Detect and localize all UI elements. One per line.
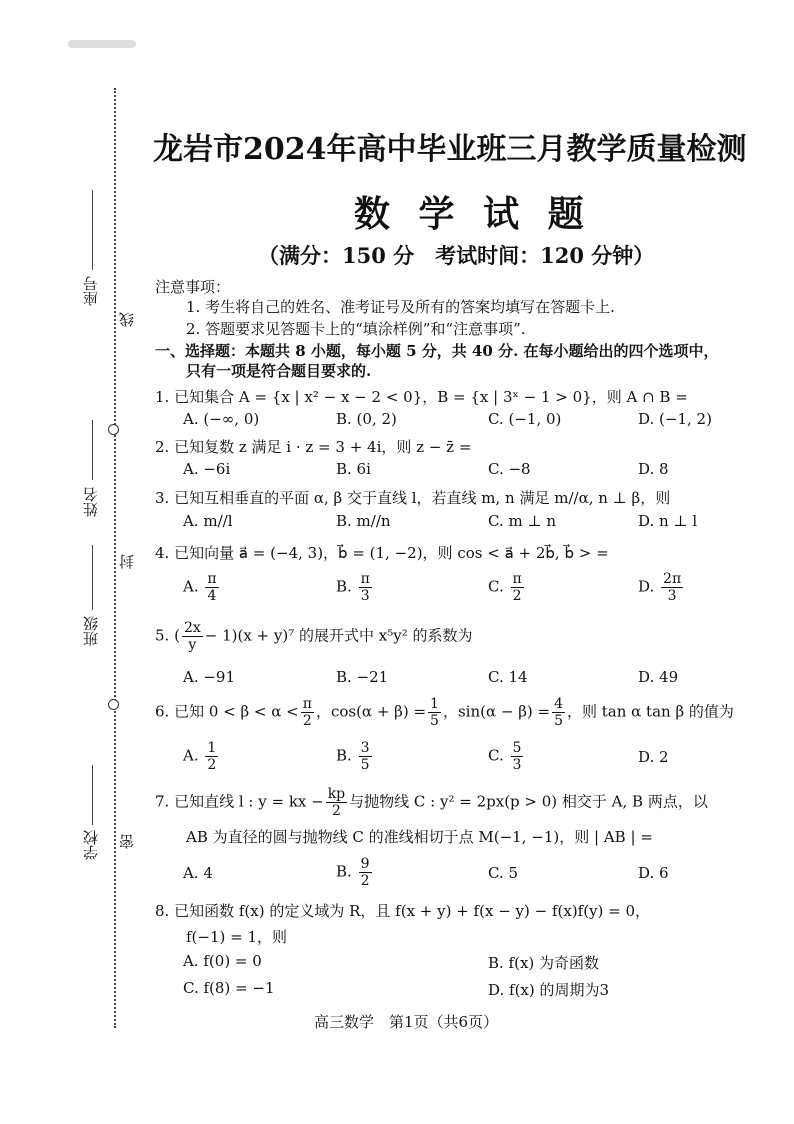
question-1-option-c[interactable]: C. (−1, 0)	[488, 410, 562, 428]
question-8-option-b[interactable]: B. f(x) 为奇函数	[488, 954, 600, 972]
question-1-option-a[interactable]: A. (−∞, 0)	[183, 410, 260, 428]
binding-hole	[108, 699, 119, 710]
section-heading-cont: 只有一项是符合题目要求的.	[186, 362, 372, 380]
numerator: π	[512, 571, 522, 587]
question-7-option-a[interactable]: A. 4	[183, 864, 213, 882]
question-2-option-b[interactable]: B. 6i	[336, 460, 371, 478]
school-label: 学校	[82, 830, 100, 860]
denominator: 3	[667, 588, 677, 604]
question-6-option-b[interactable]	[336, 740, 374, 773]
question-7-option-d[interactable]: D. 6	[638, 864, 669, 882]
note-item: 1. 考生将自己的姓名、准考证号及所有的答案均填写在答题卡上.	[186, 298, 615, 316]
denominator: 2	[512, 588, 522, 604]
stem-text: 6. 已知 0 < β < α <	[155, 702, 299, 721]
question-4-option-b[interactable]	[336, 571, 374, 604]
question-6-stem	[155, 696, 734, 729]
question-8-option-d[interactable]: D. f(x) 的周期为3	[488, 981, 610, 999]
denominator: 2	[360, 873, 370, 889]
option-label: A.	[183, 746, 199, 765]
question-1-option-b[interactable]: B. (0, 2)	[336, 410, 397, 428]
fraction	[205, 571, 218, 604]
denominator: y	[188, 637, 197, 653]
fraction	[511, 740, 524, 773]
question-3-option-d[interactable]: D. n ⊥ l	[638, 512, 698, 530]
question-3-option-a[interactable]: A. m//l	[183, 512, 233, 530]
denominator: 2	[302, 713, 312, 729]
scan-smudge	[68, 40, 136, 48]
fraction	[552, 696, 565, 729]
question-8-option-c[interactable]: C. f(8) = −1	[183, 979, 275, 997]
name-label: 姓名	[82, 487, 100, 517]
numerator: 2π	[663, 571, 682, 587]
question-4-option-a[interactable]	[183, 571, 221, 604]
question-6-option-a[interactable]	[183, 740, 220, 773]
question-7-option-b[interactable]	[336, 856, 374, 889]
stem-text: ，cos(α + β) =	[315, 702, 427, 721]
question-7-stem	[155, 786, 708, 819]
question-6-option-d[interactable]: D. 2	[638, 748, 669, 766]
option-label: C.	[488, 746, 504, 765]
fraction	[205, 740, 218, 773]
seat-underline	[92, 190, 93, 270]
exam-info: （满分：150 分 考试时间：120 分钟）	[258, 243, 655, 268]
numerator: 1	[430, 696, 439, 712]
school-underline	[92, 765, 93, 825]
question-2-option-d[interactable]: D. 8	[638, 460, 669, 478]
fraction	[182, 620, 203, 653]
exam-title: 龙岩市2024年高中毕业班三月教学质量检测	[153, 132, 747, 167]
fraction	[511, 571, 524, 604]
fraction	[359, 571, 372, 604]
page-footer: 高三数学 第1页（共6页）	[314, 1013, 499, 1031]
question-8-option-a[interactable]: A. f(0) = 0	[183, 952, 262, 970]
question-5-option-c[interactable]: C. 14	[488, 668, 528, 686]
numerator: 5	[512, 740, 522, 756]
question-7-option-c[interactable]: C. 5	[488, 864, 519, 882]
question-5-option-a[interactable]: A. −91	[183, 668, 236, 686]
class-label: 班级	[82, 616, 100, 646]
question-4-stem: 4. 已知向量 a⃗ = (−4, 3)，b⃗ = (1, −2)，则 cos < a⃗ + 2b⃗, b⃗ > =	[155, 544, 609, 562]
option-label: D.	[638, 577, 655, 596]
question-8-stem: 8. 已知函数 f(x) 的定义域为 R，且 f(x + y) + f(x − y) − f(x)f(y) = 0，	[155, 902, 651, 920]
stem-text: 与抛物线 C : y² = 2px(p > 0) 相交于 A, B 两点，以	[349, 792, 708, 811]
fraction	[359, 740, 372, 773]
dense-label: 密	[118, 834, 136, 849]
question-5-option-b[interactable]: B. −21	[336, 668, 389, 686]
subject-title: 数 学 试 题	[354, 193, 592, 235]
question-1-stem: 1. 已知集合 A = {x | x² − x − 2 < 0}，B = {x | 3ˣ − 1 > 0}，则 A ∩ B =	[155, 388, 688, 406]
question-6-option-c[interactable]	[488, 740, 525, 773]
denominator: 2	[331, 803, 341, 819]
seat-label: 座号	[82, 276, 100, 306]
numerator: π	[302, 696, 312, 712]
denominator: 3	[512, 757, 522, 773]
note-item: 2. 答题要求见答题卡上的“填涂样例”和“注意事项”.	[186, 320, 526, 338]
name-underline	[92, 420, 93, 480]
fraction	[301, 696, 314, 729]
denominator: 3	[360, 588, 370, 604]
fraction	[428, 696, 441, 729]
question-4-option-c[interactable]	[488, 571, 526, 604]
stem-text: ，则 tan α tan β 的值为	[566, 702, 734, 721]
notes-heading: 注意事项：	[155, 278, 231, 296]
seal-line-label: 线	[118, 312, 136, 327]
numerator: 9	[360, 856, 370, 872]
question-7-stem-line2: AB 为直径的圆与抛物线 C 的准线相切于点 M(−1, −1)，则 | AB | =	[186, 828, 653, 846]
numerator: 4	[554, 696, 563, 712]
denominator: 4	[207, 588, 217, 604]
seal-label: 封	[118, 554, 136, 569]
class-underline	[92, 545, 93, 610]
numerator: 3	[360, 740, 370, 756]
option-label: B.	[336, 746, 352, 765]
binding-hole	[108, 424, 119, 435]
option-label: B.	[336, 862, 352, 881]
question-2-stem: 2. 已知复数 z 满足 i · z = 3 + 4i，则 z − z̄ =	[155, 438, 472, 456]
question-2-option-a[interactable]: A. −6i	[183, 460, 231, 478]
section-heading: 一、选择题：本题共 8 小题，每小题 5 分，共 40 分. 在每小题给出的四个选项中，	[155, 342, 719, 360]
option-label: A.	[183, 577, 199, 596]
question-3-option-b[interactable]: B. m//n	[336, 512, 391, 530]
stem-text: − 1)(x + y)⁷ 的展开式中 x⁵y² 的系数为	[204, 626, 473, 645]
option-label: C.	[488, 577, 504, 596]
numerator: 1	[207, 740, 217, 756]
numerator: kp	[327, 786, 346, 802]
question-4-option-d[interactable]	[638, 571, 685, 604]
question-3-option-c[interactable]: C. m ⊥ n	[488, 512, 557, 530]
denominator: 5	[360, 757, 370, 773]
denominator: 5	[554, 713, 563, 729]
fraction	[326, 786, 347, 819]
fraction	[661, 571, 683, 604]
question-8-stem-line2: f(−1) = 1，则	[186, 928, 288, 946]
question-1-option-d[interactable]: D. (−1, 2)	[638, 410, 712, 428]
stem-text: 7. 已知直线 l : y = kx −	[155, 792, 324, 811]
question-5-option-d[interactable]: D. 49	[638, 668, 679, 686]
denominator: 5	[430, 713, 439, 729]
stem-text: ，sin(α − β) =	[442, 702, 551, 721]
question-2-option-c[interactable]: C. −8	[488, 460, 531, 478]
question-3-stem: 3. 已知互相垂直的平面 α, β 交于直线 l，若直线 m, n 满足 m//α, n ⊥ β，则	[155, 489, 671, 507]
numerator: π	[207, 571, 217, 587]
question-5-stem	[155, 620, 473, 653]
denominator: 2	[207, 757, 217, 773]
stem-text: 5. (	[155, 626, 180, 645]
numerator: 2x	[183, 620, 201, 636]
fraction	[359, 856, 372, 889]
option-label: B.	[336, 577, 352, 596]
numerator: π	[360, 571, 370, 587]
